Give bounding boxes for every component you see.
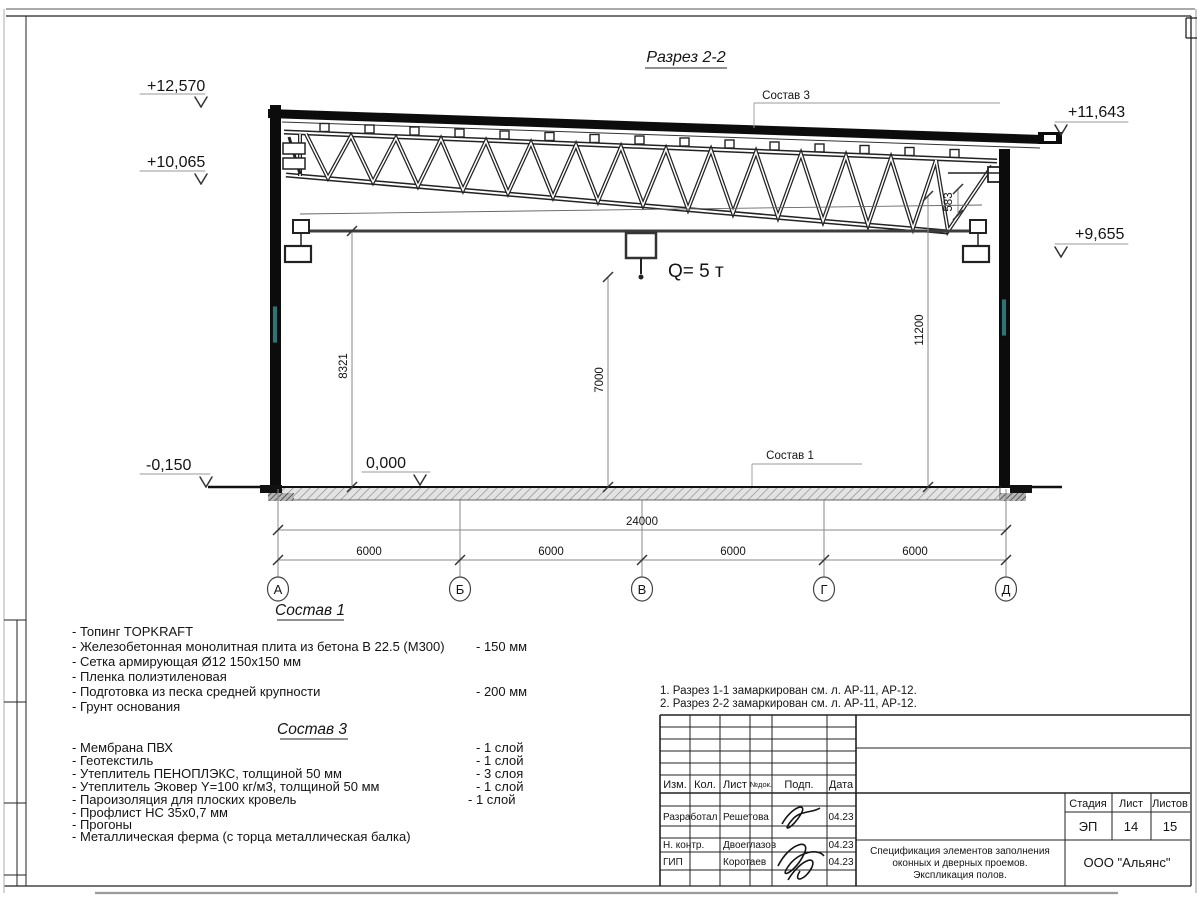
stamp-date-3: 04.23: [828, 857, 854, 868]
note-1: 1. Разрез 1-1 замаркирован см. л. АР-11, АР-12.: [660, 685, 917, 697]
stamp-col-izm: Изм.: [663, 779, 687, 791]
spec1-value: - 150 мм: [476, 639, 528, 654]
elev-10065: +10,065: [147, 154, 206, 171]
stamp-doc-title-2: оконных и дверных проемов.: [892, 858, 1028, 869]
axis-v: В: [637, 582, 647, 597]
truss-end-plate-2: [283, 158, 305, 169]
spec1-item: - Пленка полиэтиленовая: [72, 669, 227, 684]
spec3-value: - 1 слой: [476, 779, 524, 794]
roof-slab: [268, 109, 1042, 144]
stamp-col-kol: Кол.: [694, 779, 716, 791]
stamp-name-2: Двоеглазов: [723, 840, 777, 851]
stamp-sheet-v: 14: [1123, 819, 1139, 834]
elev-11643: +11,643: [1068, 104, 1126, 121]
stamp-role-3: ГИП: [663, 857, 683, 868]
notes: [660, 685, 917, 710]
stamp-date-2: 04.23: [828, 840, 854, 851]
elev-0000: 0,000: [366, 455, 407, 472]
right-column-inset: [1002, 299, 1007, 336]
dim-24000: 24000: [626, 516, 658, 528]
stamp-sheets-v: 15: [1162, 819, 1178, 834]
spec3-value: - 1 слой: [476, 740, 524, 755]
spec3-heading: Состав 3: [277, 721, 347, 738]
stamp-sheets-h: Листов: [1152, 798, 1188, 810]
stamp-sheet-h: Лист: [1119, 798, 1143, 810]
spec-list-3: [72, 721, 524, 844]
dim-583: 583: [943, 192, 955, 212]
elev-9655: +9,655: [1075, 226, 1125, 243]
left-bracket: [285, 246, 311, 262]
right-edge-block: [1010, 485, 1032, 493]
spec1-heading: Состав 1: [275, 602, 345, 619]
dim-bay-4: 6000: [902, 546, 928, 558]
stamp-doc-title-3: Экспликация полов.: [913, 870, 1007, 881]
hoist-trolley: [626, 233, 656, 258]
stamp-company: ООО "Альянс": [1083, 855, 1171, 870]
callout-sostav3: Состав 3: [762, 90, 810, 102]
bottom-dimensions: [273, 489, 1011, 577]
spec1-item: - Грунт основания: [72, 699, 181, 714]
crane-capacity-label: Q= 5 т: [668, 261, 724, 282]
left-hanger: [293, 220, 309, 233]
truss-end-plate-1: [283, 143, 305, 154]
stamp-stage-v: ЭП: [1078, 819, 1098, 834]
title-block: [660, 715, 1190, 886]
roof-structure: [268, 109, 1062, 232]
truss-bottom-chord: [286, 175, 948, 232]
dim-bay-2: 6000: [538, 546, 564, 558]
dim-bay-3: 6000: [720, 546, 746, 558]
spec3-value: - 3 слоя: [476, 766, 524, 781]
dim-7000: 7000: [594, 367, 606, 393]
signature-1: [782, 807, 820, 828]
left-foundation-hatch: [268, 493, 294, 501]
signature-2: [778, 844, 824, 880]
callouts: [752, 90, 1000, 486]
stamp-col-data: Дата: [828, 779, 854, 791]
spec3-item: - Геотекстиль: [72, 753, 154, 768]
spec3-item: - Прогоны: [72, 817, 132, 832]
right-foundation-hatch: [1000, 493, 1026, 501]
note-2: 2. Разрез 2-2 замаркирован см. л. АР-11, АР-12.: [660, 698, 917, 710]
spec1-value: - 200 мм: [476, 684, 528, 699]
hoist-hook: [639, 275, 644, 280]
axis-g: Г: [820, 582, 828, 597]
dim-bay-1: 6000: [356, 546, 382, 558]
dim-8321: 8321: [338, 353, 350, 379]
floor-slab: [208, 485, 1062, 501]
spec1-item: - Сетка армирующая Ø12 150х150 мм: [72, 654, 302, 669]
spec3-item: - Пароизоляция для плоских кровель: [72, 792, 297, 807]
stamp-doc-title-1: Спецификация элементов заполнения: [870, 846, 1050, 857]
roof-end-cap-slot: [1044, 135, 1056, 141]
floor-hatch-band: [281, 487, 1000, 500]
left-edge-block: [260, 485, 282, 493]
axis-bubbles: [268, 577, 1017, 601]
spec3-item: - Утеплитель ПЕНОПЛЭКС, толщиной 50 мм: [72, 766, 342, 781]
elev-minus-0150: -0,150: [146, 457, 192, 474]
stamp-col-list: Лист: [723, 779, 747, 791]
spec3-item: - Утеплитель Эковер Y=100 кг/м3, толщиной 50 мм: [72, 779, 380, 794]
stamp-name-3: Коротаев: [723, 857, 767, 868]
spec3-item: - Мембрана ПВХ: [72, 740, 173, 755]
left-column: [270, 105, 281, 488]
spec1-item: - Топинг TOPKRAFT: [72, 624, 194, 639]
stamp-role-2: Н. контр.: [663, 840, 705, 851]
right-hanger: [970, 220, 986, 233]
stamp-col-ndok: №док.: [750, 780, 772, 789]
axis-b: Б: [455, 582, 465, 597]
elev-12570: +12,570: [147, 78, 206, 95]
dim-11200: 11200: [914, 314, 926, 346]
axis-d: Д: [1001, 582, 1011, 597]
stamp-role-1: Разработал: [663, 812, 718, 823]
spec3-value: - 1 слой: [468, 792, 516, 807]
spec3-value: - 1 слой: [476, 753, 524, 768]
stamp-name-1: Решетова: [723, 812, 769, 823]
stamp-stage-h: Стадия: [1069, 798, 1107, 810]
spec3-item: - Металлическая ферма (с торца металлическая балка): [72, 829, 411, 844]
right-bracket: [963, 246, 989, 262]
spec3-item: - Профлист НС 35х0,7 мм: [72, 805, 228, 820]
axis-a: А: [273, 582, 283, 597]
left-margin-table: [4, 16, 26, 886]
spec1-item: - Железобетонная монолитная плита из бетона В 22.5 (М300): [72, 639, 445, 654]
crane-runway: [285, 205, 989, 282]
stamp-col-podp: Подп.: [784, 779, 814, 791]
callout-sostav1: Состав 1: [766, 450, 814, 462]
stamp-date-1: 04.23: [828, 812, 854, 823]
left-column-inset: [273, 306, 278, 343]
section-title: Разрез 2-2: [646, 49, 726, 66]
spec1-item: - Подготовка из песка средней крупности: [72, 684, 321, 699]
spec-list-1: [72, 602, 527, 714]
